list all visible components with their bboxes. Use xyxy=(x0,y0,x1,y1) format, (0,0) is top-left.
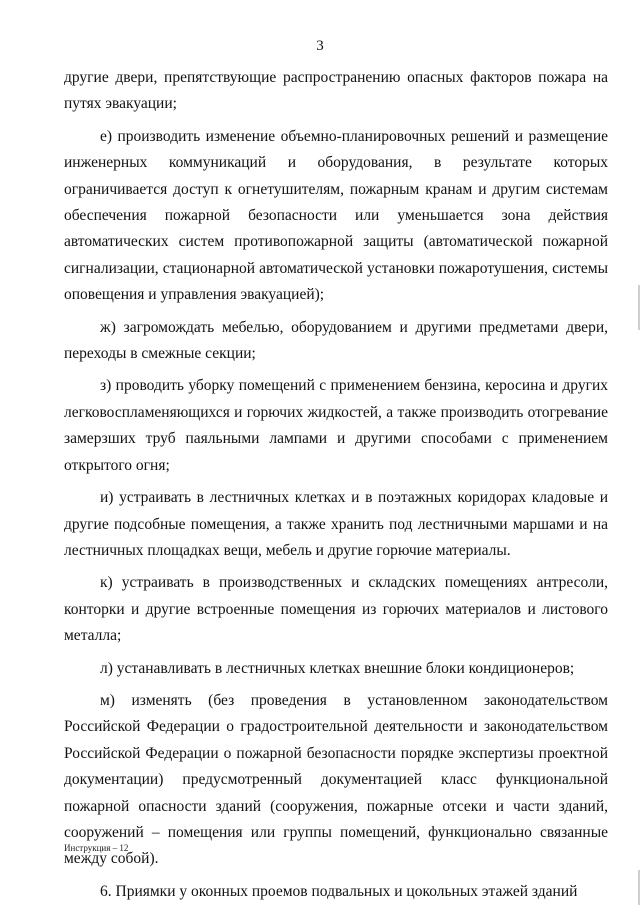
paragraph-item-k: к) устраивать в производственных и складских помещениях антресоли, конторки и другие встроенные помещения из горючих материалов и листового металла; xyxy=(64,574,608,645)
paragraph-section-6: 6. Приямки у оконных проемов подвальных и цокольных этажей зданий xyxy=(100,882,578,900)
paragraph-item-m: м) изменять (без проведения в установленном законодательством Российской Федерации о градостроительной деятельности и законодательством Российской Федерации о пожарной безопасности порядке экспертизы проектной документации) предусмотренный документацией класс функциональной пожарной опасности зданий (сооружения, пожарные отсеки и части зданий, сооружений – помещения или группы помещений, функционально связанные между собой). xyxy=(64,691,608,868)
document-body xyxy=(64,65,608,911)
paragraph-item-z: з) проводить уборку помещений с применением бензина, керосина и других легковоспламеняющихся и горючих жидкостей, а также производить отогревание замерзших труб паяльными лампами и другими способами с применением открытого огня; xyxy=(64,377,608,474)
footer-label: Инструкция – 12 xyxy=(64,843,129,853)
page-number: 3 xyxy=(316,38,324,54)
paragraph-item-i: и) устраивать в лестничных клетках и в поэтажных коридорах кладовые и другие подсобные помещения, а также хранить под лестничными маршами и на лестничных площадках вещи, мебель и другие горючие материалы. xyxy=(64,489,608,559)
paragraph-item-e: е) производить изменение объемно-планировочных решений и размещение инженерных коммуникаций и оборудования, в результате которых ограничивается доступ к огнетушителям, пожарным кранам и другим системам обеспечения пожарной безопасности или уменьшается зона действия автоматических систем противопожарной защиты (автоматической пожарной сигнализации, стационарной автоматической установки пожаротушения, системы оповещения и управления эвакуацией); xyxy=(64,127,608,304)
paragraph-continuation: другие двери, препятствующие распространению опасных факторов пожара на путях эвакуации; xyxy=(64,69,608,113)
paragraph-item-l: л) устанавливать в лестничных клетках внешние блоки кондиционеров; xyxy=(100,659,575,677)
paragraph-item-zh: ж) загромождать мебелью, оборудованием и другими предметами двери, переходы в смежные секции; xyxy=(64,318,608,363)
